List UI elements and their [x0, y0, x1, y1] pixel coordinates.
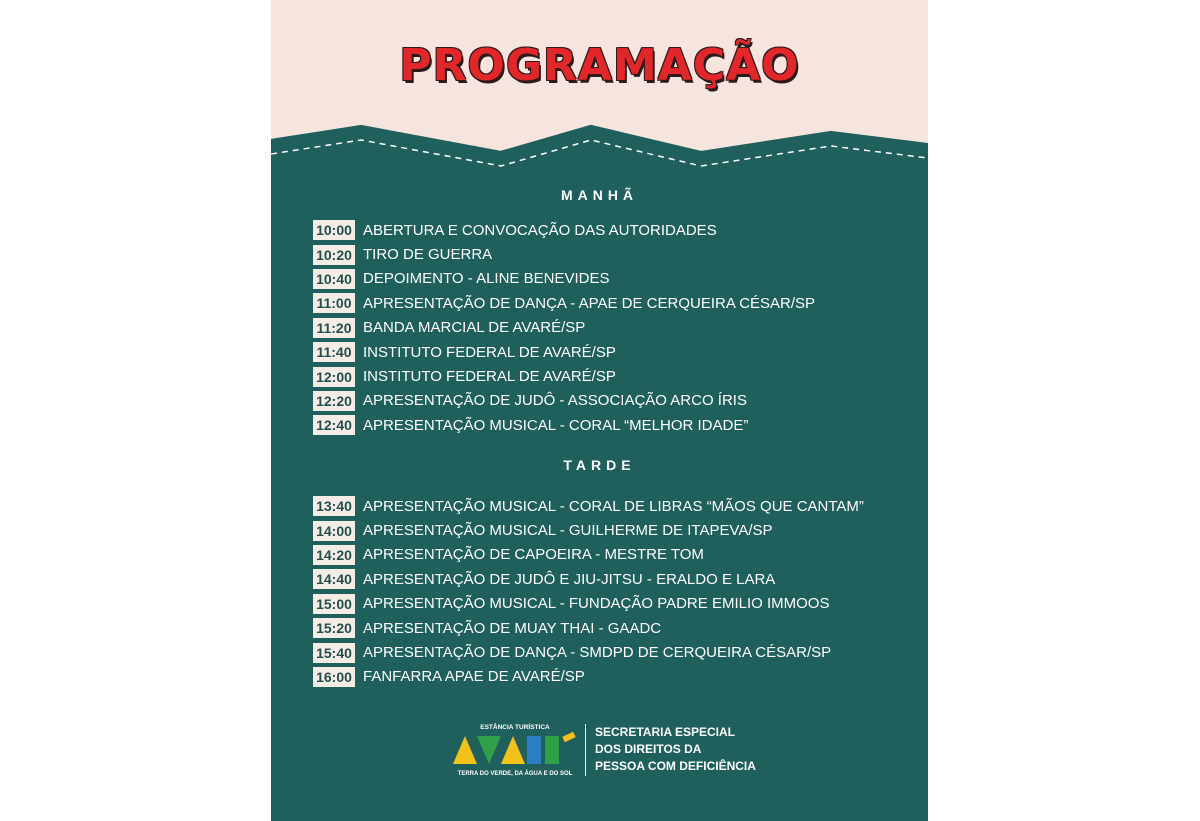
time-badge: 10:20	[313, 245, 355, 265]
time-badge: 11:20	[313, 318, 355, 338]
time-badge: 15:40	[313, 643, 355, 663]
footer-divider	[585, 724, 586, 776]
page-title: PROGRAMAÇÃO	[399, 40, 800, 91]
schedule-row	[313, 267, 913, 291]
event-title: APRESENTAÇÃO MUSICAL - FUNDAÇÃO PADRE EMILIO IMMOOS	[363, 595, 830, 613]
time-badge: 11:00	[313, 293, 355, 313]
time-badge: 12:00	[313, 367, 355, 387]
schedule-row	[313, 364, 913, 388]
secretaria-text	[595, 724, 756, 775]
time-badge: 12:20	[313, 391, 355, 411]
schedule-row	[313, 413, 913, 437]
schedule-row	[313, 616, 913, 640]
time-badge: 13:40	[313, 496, 355, 516]
morning-schedule	[313, 218, 913, 438]
schedule-row	[313, 592, 913, 616]
footer-logos	[451, 720, 771, 780]
schedule-row	[313, 567, 913, 591]
time-badge: 15:00	[313, 594, 355, 614]
schedule-row	[313, 340, 913, 364]
event-title: APRESENTAÇÃO DE CAPOEIRA - MESTRE TOM	[363, 546, 704, 564]
svg-text:ESTÂNCIA TURÍSTICA: ESTÂNCIA TURÍSTICA	[480, 724, 550, 731]
event-title: INSTITUTO FEDERAL DE AVARÉ/SP	[363, 368, 616, 386]
svg-text:AVARÉ: AVARÉ	[451, 720, 455, 721]
time-badge: 14:20	[313, 545, 355, 565]
time-badge: 10:00	[313, 220, 355, 240]
event-title: APRESENTAÇÃO DE JUDÔ E JIU-JITSU - ERALDO E LARA	[363, 570, 776, 588]
org-line-2: DOS DIREITOS DA	[595, 742, 702, 756]
event-title: INSTITUTO FEDERAL DE AVARÉ/SP	[363, 343, 616, 361]
schedule-row	[313, 640, 913, 664]
schedule-row	[313, 494, 913, 518]
event-title: APRESENTAÇÃO DE DANÇA - SMDPD DE CERQUEIRA CÉSAR/SP	[363, 644, 832, 662]
event-title: FANFARRA APAE DE AVARÉ/SP	[363, 668, 585, 686]
schedule-row	[313, 389, 913, 413]
time-badge: 14:40	[313, 569, 355, 589]
org-line-1: SECRETARIA ESPECIAL	[595, 725, 736, 739]
time-badge: 16:00	[313, 667, 355, 687]
event-title: APRESENTAÇÃO MUSICAL - GUILHERME DE ITAPEVA/SP	[363, 522, 773, 540]
schedule-row	[313, 316, 913, 340]
org-line-3: PESSOA COM DEFICIÊNCIA	[595, 759, 756, 773]
event-title: APRESENTAÇÃO MUSICAL - CORAL “MELHOR IDADE”	[363, 416, 749, 434]
schedule-row	[313, 543, 913, 567]
avare-logo	[451, 720, 581, 780]
afternoon-schedule	[313, 494, 913, 689]
section-title-tarde: TARDE	[563, 457, 636, 473]
event-title: BANDA MARCIAL DE AVARÉ/SP	[363, 319, 586, 337]
time-badge: 11:40	[313, 342, 355, 362]
event-poster	[271, 0, 928, 821]
schedule-row	[313, 665, 913, 689]
time-badge: 10:40	[313, 269, 355, 289]
time-badge: 15:20	[313, 618, 355, 638]
svg-text:TERRA DO VERDE, DA ÁGUA E DO S: TERRA DO VERDE, DA ÁGUA E DO SOL	[457, 771, 573, 777]
section-title-manha: MANHÃ	[560, 187, 639, 203]
event-title: DEPOIMENTO - ALINE BENEVIDES	[363, 270, 610, 288]
schedule-row	[313, 242, 913, 266]
schedule-row	[313, 518, 913, 542]
event-title: APRESENTAÇÃO MUSICAL - CORAL DE LIBRAS “MÃOS QUE CANTAM”	[363, 497, 864, 515]
event-title: APRESENTAÇÃO DE DANÇA - APAE DE CERQUEIRA CÉSAR/SP	[363, 294, 816, 312]
event-title: ABERTURA E CONVOCAÇÃO DAS AUTORIDADES	[363, 221, 717, 239]
time-badge: 12:40	[313, 415, 355, 435]
event-title: APRESENTAÇÃO DE MUAY THAI - GAADC	[363, 619, 662, 637]
schedule-row	[313, 218, 913, 242]
schedule-row	[313, 291, 913, 315]
time-badge: 14:00	[313, 521, 355, 541]
event-title: TIRO DE GUERRA	[363, 246, 493, 264]
event-title: APRESENTAÇÃO DE JUDÔ - ASSOCIAÇÃO ARCO ÍRIS	[363, 392, 747, 410]
